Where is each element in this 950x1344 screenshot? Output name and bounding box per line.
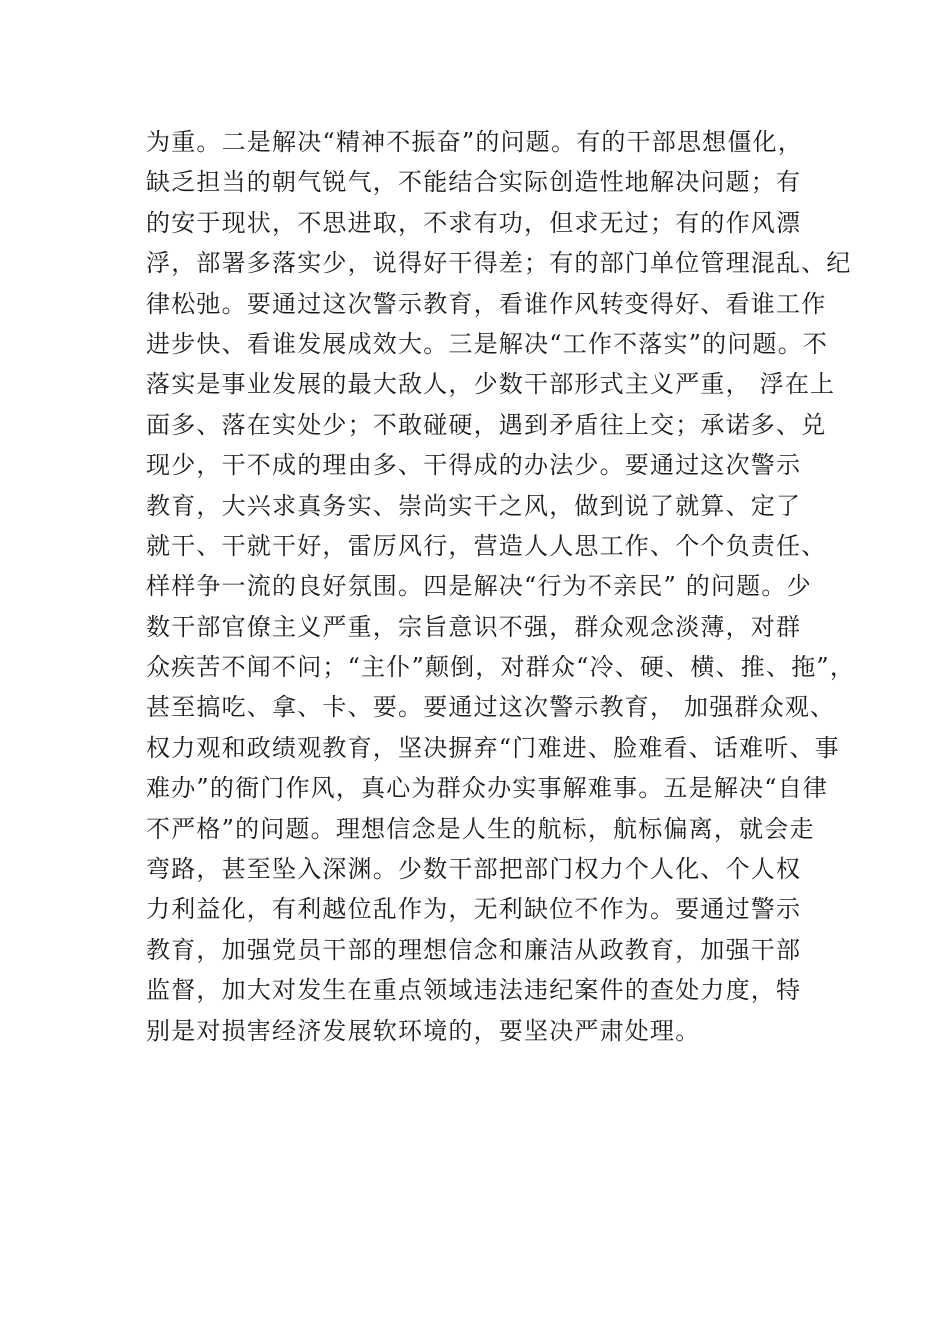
text-line: 难办”的衙门作风，真心为群众办实事解难事。五是解决“自律 [146,774,829,803]
text-line: 教育，大兴求真务实、崇尚实干之风，做到说了就算、定了 [146,491,802,520]
text-line: 教育，加强党员干部的理想信念和廉洁从政教育，加强干部 [146,935,802,964]
text-line: 众疾苦不闻不问；“主仆”颠倒，对群众“冷、硬、横、推、拖”， [146,653,856,682]
text-line: 权力观和政绩观教育，坚决摒弃“门难进、脸难看、话难听、事 [146,733,840,762]
text-line: 面多、落在实处少；不敢碰硬，遇到矛盾往上交；承诺多、兑 [146,410,827,439]
text-line: 别是对损害经济发展软环境的，要坚决严肃处理。 [146,1016,701,1045]
text-line: 律松弛。要通过这次警示教育，看谁作风转变得好、看谁工作 [146,289,827,318]
text-line: 浮，部署多落实少，说得好干得差；有的部门单位管理混乱、纪 [146,249,852,278]
text-line: 甚至搞吃、拿、卡、要。要通过这次警示教育， 加强群众观、 [146,693,836,722]
text-line: 现少，干不成的理由多、干得成的办法少。要通过这次警示 [146,451,802,480]
text-line: 为重。二是解决“精神不振奋”的问题。有的干部思想僵化， [146,128,803,156]
text-line: 落实是事业发展的最大敌人，少数干部形式主义严重， 浮在上 [146,370,836,399]
text-line: 缺乏担当的朝气锐气，不能结合实际创造性地解决问题；有 [146,168,802,197]
text-line: 进步快、看谁发展成效大。三是解决“工作不落实”的问题。不 [146,329,829,358]
text-line: 样样争一流的良好氛围。四是解决“行为不亲民” 的问题。少 [146,572,812,601]
text-line: 数干部官僚主义严重，宗旨意识不强，群众观念淡薄，对群 [146,612,802,641]
text-line: 力利益化，有利越位乱作为，无利缺位不作为。要通过警示 [146,895,802,924]
text-line: 弯路，甚至坠入深渊。少数干部把部门权力个人化、个人权 [146,855,802,884]
text-line: 就干、干就干好，雷厉风行，营造人人思工作、个个负责任、 [146,531,827,560]
text-line: 监督，加大对发生在重点领域违法违纪案件的查处力度，特 [146,976,802,1005]
text-line: 不严格”的问题。理想信念是人生的航标，航标偏离，就会走 [146,814,815,843]
text-line: 的安于现状，不思进取，不求有功，但求无过；有的作风漂 [146,208,802,237]
body-paragraph [146,122,856,1051]
